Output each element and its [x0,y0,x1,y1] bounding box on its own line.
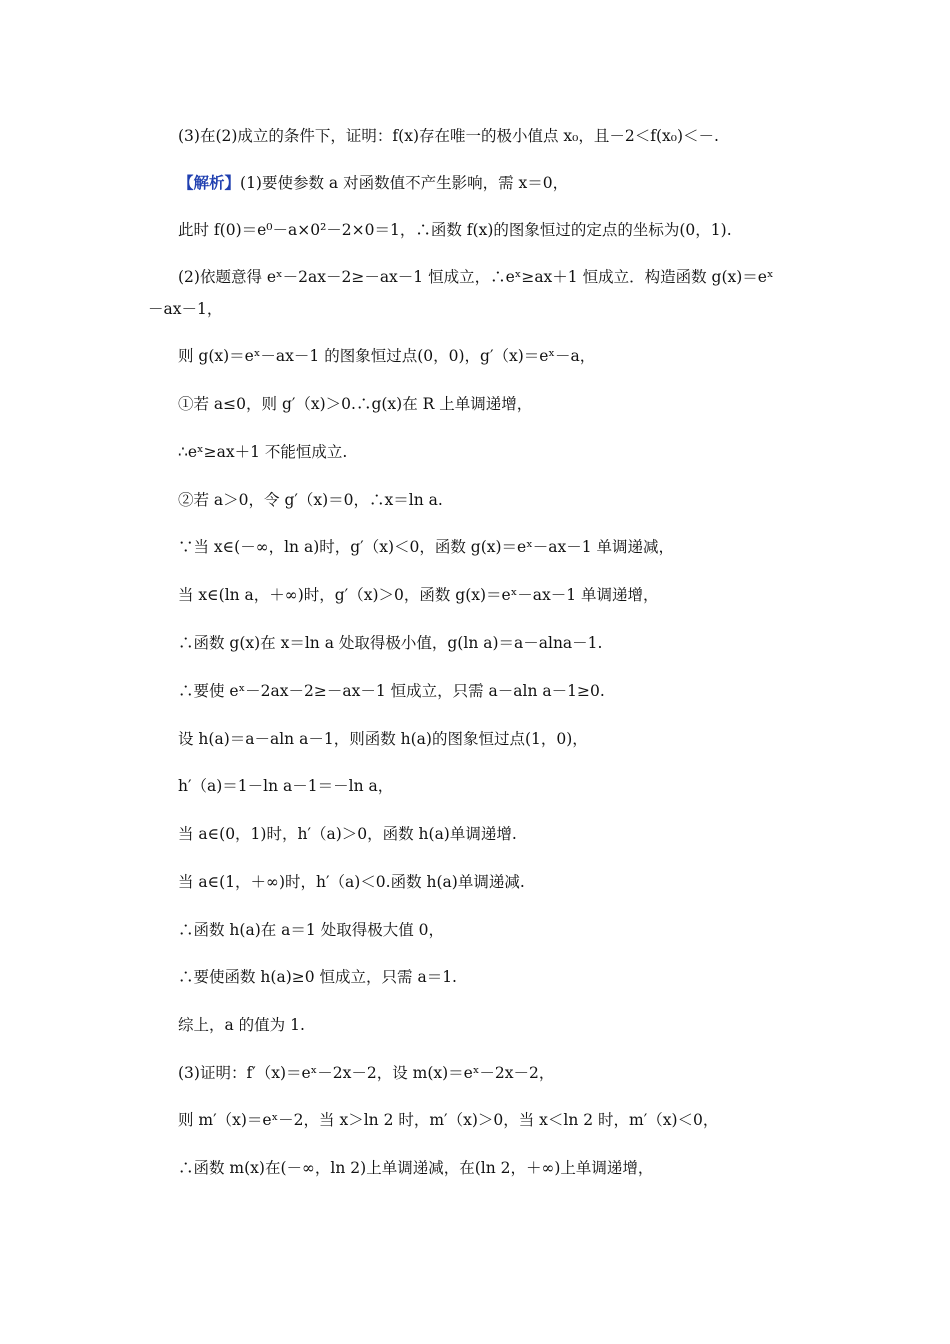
text-line: 当 a∈(1，＋∞)时，h′（a)＜0.函数 h(a)单调递减. [178,873,525,891]
text-line-content: (1)要使参数 a 对函数值不产生影响，需 x＝0， [240,174,569,192]
text-line: ∴函数 m(x)在(－∞，ln 2)上单调递减，在(ln 2，＋∞)上单调递增， [178,1159,654,1177]
text-line: ∴eˣ≥ax＋1 不能恒成立. [178,443,348,461]
text-line: 当 x∈(ln a，＋∞)时，g′（x)＞0，函数 g(x)＝eˣ－ax－1 单调递增， [178,586,659,604]
text-line: 设 h(a)＝a－aln a－1，则函数 h(a)的图象恒过点(1，0)， [178,730,588,748]
text-line: －ax－1， [148,300,223,318]
analysis-tag: 【解析】 [178,173,241,192]
text-line: 当 a∈(0，1)时，h′（a)＞0，函数 h(a)单调递增. [178,825,517,843]
text-line: 则 g(x)＝eˣ－ax－1 的图象恒过点(0，0)，g′（x)＝eˣ－a， [178,347,596,365]
text-line: ∴要使函数 h(a)≥0 恒成立，只需 a＝1. [178,968,457,986]
text-line: (2)依题意得 eˣ－2ax－2≥－ax－1 恒成立，∴eˣ≥ax＋1 恒成立．构造函数 g(x)＝eˣ [178,268,774,286]
text-line: h′（a)＝1－ln a－1＝－ln a， [178,777,394,795]
text-line: 此时 f(0)＝e⁰－a×0²－2×0＝1，∴函数 f(x)的图象恒过的定点的坐标为(0，1). [178,221,732,239]
text-line: ∴函数 g(x)在 x＝ln a 处取得极小值，g(ln a)＝a－alna－1. [178,634,603,652]
text-line: ①若 a≤0，则 g′（x)＞0.∴g(x)在 R 上单调递增， [178,395,533,413]
text-line: ∴函数 h(a)在 a＝1 处取得极大值 0， [178,921,444,939]
text-line: ∵当 x∈(－∞，ln a)时，g′（x)＜0，函数 g(x)＝eˣ－ax－1 单调递减， [178,538,675,556]
text-line: ②若 a＞0，令 g′（x)＝0，∴x＝ln a. [178,491,443,509]
text-line: 则 m′（x)＝eˣ－2，当 x＞ln 2 时，m′（x)＞0，当 x＜ln 2 时，m′（x)＜0， [178,1111,719,1129]
text-line: (3)证明：f′（x)＝eˣ－2x－2，设 m(x)＝eˣ－2x－2， [178,1064,555,1082]
text-line: 综上，a 的值为 1. [178,1016,305,1034]
text-line: (3)在(2)成立的条件下，证明：f(x)存在唯一的极小值点 x₀，且－2＜f(x₀)＜－. [178,127,719,145]
text-line [178,172,568,194]
text-line: ∴要使 eˣ－2ax－2≥－ax－1 恒成立，只需 a－aln a－1≥0. [178,682,605,700]
